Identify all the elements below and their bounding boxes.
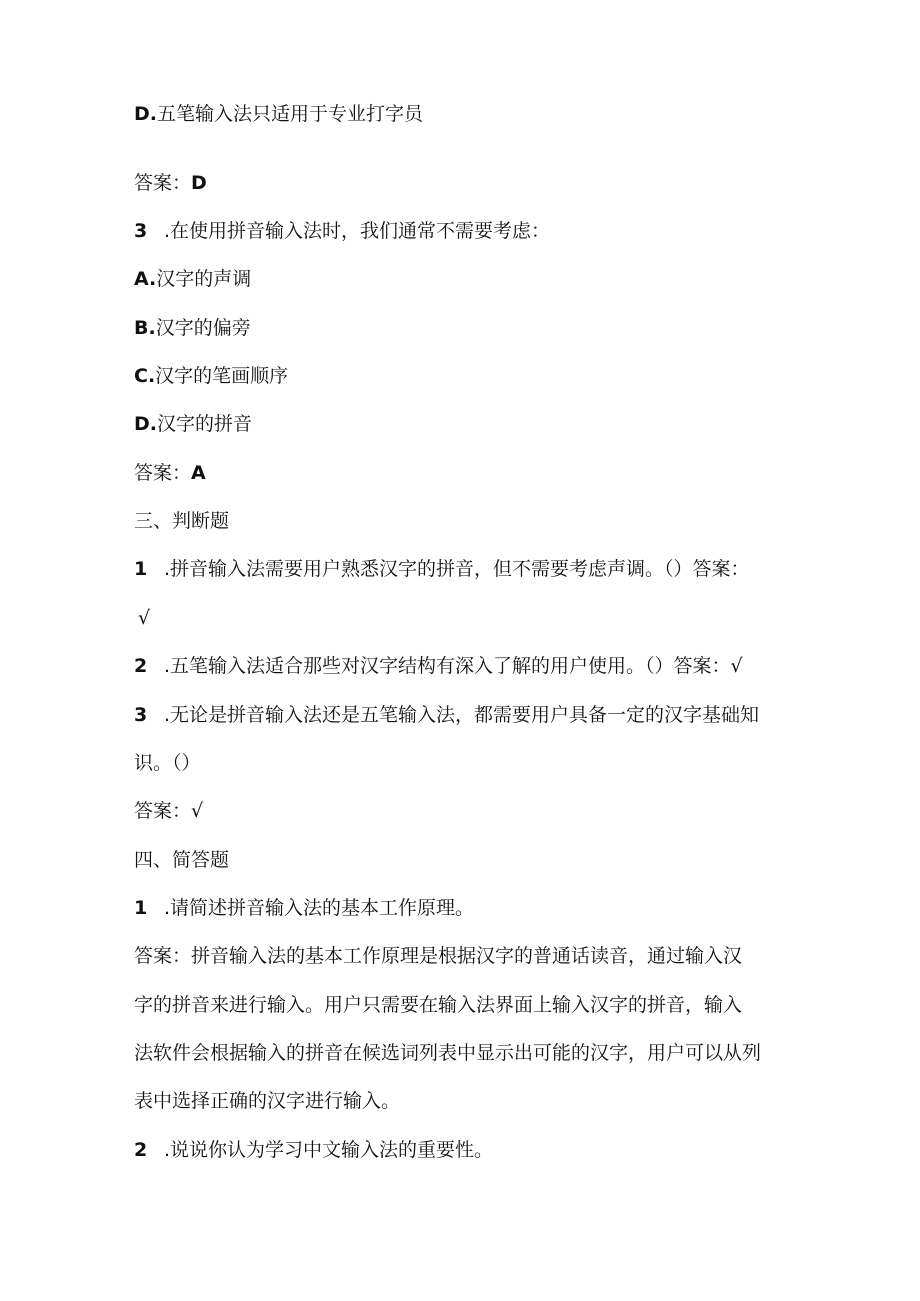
answer-label: 答案： [134, 462, 192, 484]
section-heading-judgment: 三、判断题 [134, 510, 230, 532]
question-number: 2 [134, 1139, 148, 1161]
answer-value: D [191, 172, 207, 194]
judgment-item-3-answer: 答案：√ [134, 800, 204, 822]
answer-line: 答案：拼音输入法的基本工作原理是根据汉字的普通话读音，通过输入汉 [134, 945, 743, 967]
q3-option-b [134, 316, 800, 340]
question-number: 2 [134, 655, 148, 677]
question-number: 1 [134, 897, 148, 919]
option-letter: C. [134, 365, 156, 387]
question-number: 3 [134, 220, 148, 242]
answer-line: 法软件会根据输入的拼音在候选词列表中显示出可能的汉字，用户可以从列 [134, 1042, 762, 1064]
judgment-item-1 [134, 557, 800, 581]
question-number: 3 [134, 704, 148, 726]
question-text: .五笔输入法适合那些对汉字结构有深入了解的用户使用。（）答案：√ [164, 655, 743, 677]
q3-option-d [134, 412, 800, 436]
question-text: .说说你认为学习中文输入法的重要性。 [164, 1139, 494, 1161]
option-text: 汉字的笔画顺序 [155, 365, 289, 387]
question-text: .无论是拼音输入法还是五笔输入法，都需要用户具备一定的汉字基础知 [164, 704, 760, 726]
question-text: .请简述拼音输入法的基本工作原理。 [164, 897, 475, 919]
q3-option-a [134, 267, 800, 291]
answer-line: 表中选择正确的汉字进行输入。 [134, 1090, 401, 1112]
question-number: 1 [134, 558, 148, 580]
question-text: .拼音输入法需要用户熟悉汉字的拼音，但不需要考虑声调。（）答案： [164, 558, 750, 580]
option-text: 汉字的偏旁 [155, 317, 251, 339]
question-3 [134, 219, 800, 243]
judgment-item-1-answer: √ [138, 607, 151, 629]
q3-answer [134, 461, 800, 485]
question-text: .在使用拼音输入法时，我们通常不需要考虑： [164, 220, 551, 242]
option-text: 汉字的拼音 [157, 413, 253, 435]
answer-line: 字的拼音来进行输入。用户只需要在输入法界面上输入汉字的拼音，输入 [134, 994, 743, 1016]
judgment-item-3-cont: 识。（） [134, 752, 201, 774]
section-heading-short-answer: 四、简答题 [134, 849, 230, 871]
q2-answer [134, 171, 800, 195]
q3-option-c [134, 364, 800, 388]
option-text: 汉字的声调 [156, 268, 252, 290]
q2-option-d [134, 102, 800, 126]
judgment-item-3 [134, 703, 800, 727]
short-answer-q2 [134, 1138, 800, 1162]
option-letter: D. [134, 413, 157, 435]
option-letter: B. [134, 317, 156, 339]
short-answer-q1 [134, 896, 800, 920]
answer-label: 答案： [134, 172, 192, 194]
option-letter: A. [134, 268, 157, 290]
option-text: 五笔输入法只适用于专业打字员 [157, 103, 424, 125]
judgment-item-2 [134, 654, 800, 678]
option-letter: D. [134, 103, 157, 125]
answer-value: A [191, 462, 206, 484]
